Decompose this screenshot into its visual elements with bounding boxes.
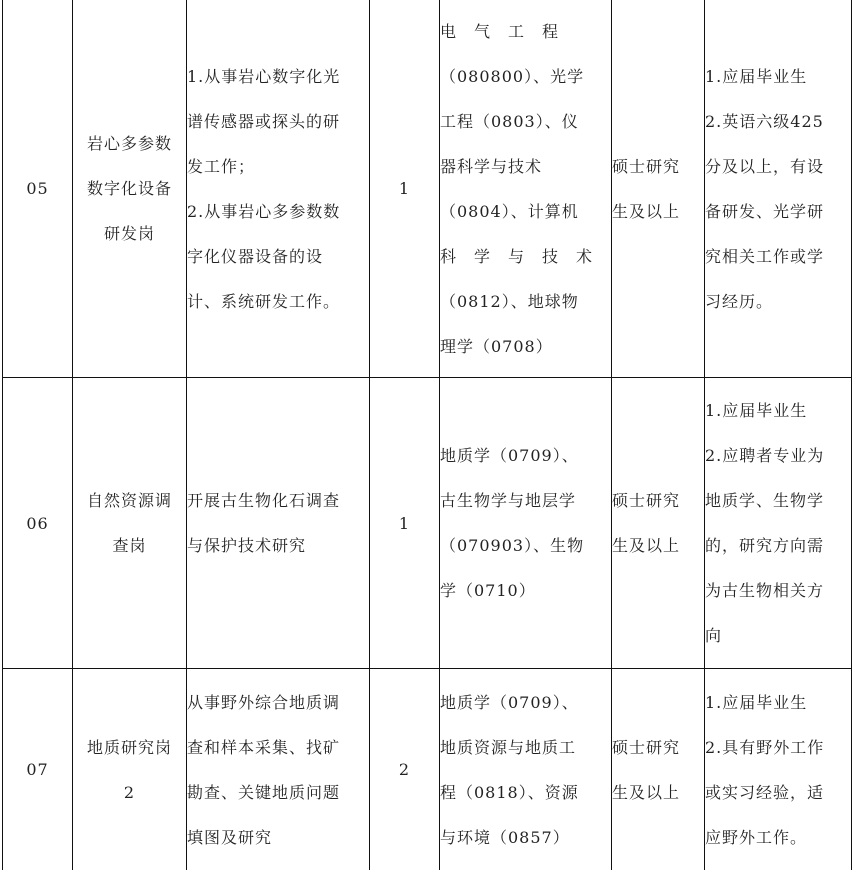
major-requirement: 地质学（0709）、 古生物学与地层学 （070903）、生物 学（0710） (440, 378, 612, 669)
headcount: 1 (370, 378, 440, 669)
education-requirement: 硕士研究 生及以上 (612, 0, 705, 378)
job-duty: 1.从事岩心数字化光 谱传感器或探头的研 发工作； 2.从事岩心多参数数 字化仪器设备的设 计、系统研发工作。 (187, 0, 370, 378)
position-name: 地质研究岗 2 (73, 669, 187, 870)
education-requirement: 硕士研究 生及以上 (612, 669, 705, 870)
major-requirement: 地质学（0709）、 地质资源与地质工 程（0818）、资源 与环境（0857） (440, 669, 612, 870)
position-name: 自然资源调 查岗 (73, 378, 187, 669)
table-row (3, 669, 852, 870)
other-requirements: 1.应届毕业生 2.应聘者专业为 地质学、生物学 的，研究方向需 为古生物相关方 向 (705, 378, 852, 669)
job-duty: 从事野外综合地质调 查和样本采集、找矿 勘查、关键地质问题 填图及研究 (187, 669, 370, 870)
other-requirements: 1.应届毕业生 2.具有野外工作 或实习经验，适 应野外工作。 (705, 669, 852, 870)
table-row (3, 0, 852, 378)
position-id: 06 (3, 378, 73, 669)
position-name: 岩心多参数 数字化设备 研发岗 (73, 0, 187, 378)
headcount: 1 (370, 0, 440, 378)
position-id: 07 (3, 669, 73, 870)
education-requirement: 硕士研究 生及以上 (612, 378, 705, 669)
major-requirement: 电 气 工 程 （080800）、光学 工程（0803）、仪 器科学与技术 （0804）、计算机 科 学 与 技 术 （0812）、地球物 理学（0708） (440, 0, 612, 378)
table-row (3, 378, 852, 669)
job-duty: 开展古生物化石调查 与保护技术研究 (187, 378, 370, 669)
job-table (2, 0, 852, 870)
other-requirements: 1.应届毕业生 2.英语六级425 分及以上，有设 备研发、光学研 究相关工作或学 习经历。 (705, 0, 852, 378)
headcount: 2 (370, 669, 440, 870)
position-id: 05 (3, 0, 73, 378)
